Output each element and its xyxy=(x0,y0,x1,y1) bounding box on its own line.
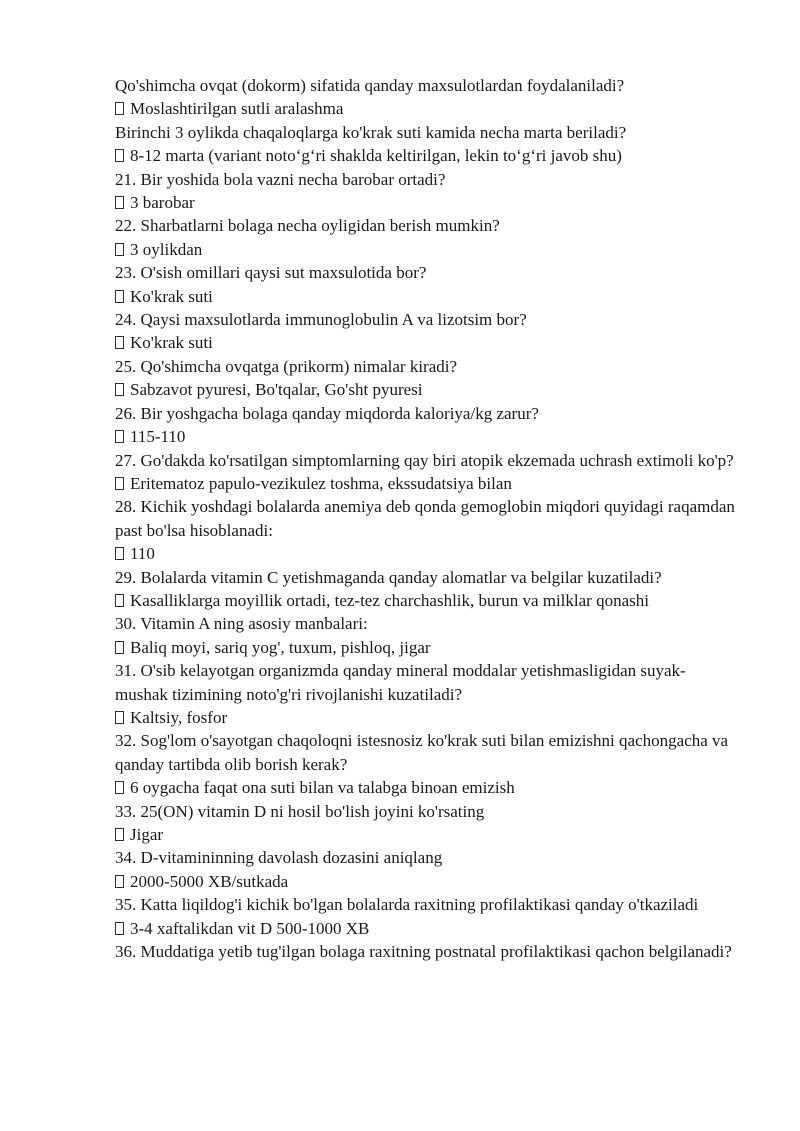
question-text xyxy=(115,121,735,144)
answer-label: 8-12 marta (variant noto‘g‘ri shaklda keltirilgan, lekin to‘g‘ri javob shu) xyxy=(130,146,622,166)
question-label: 33. 25(ON) vitamin D ni hosil bo'lish joyini ko'rsating xyxy=(115,801,485,821)
missing-glyph-icon xyxy=(115,711,124,724)
question-text xyxy=(115,846,735,869)
question-label: 22. Sharbatlarni bolaga necha oyligidan berish mumkin? xyxy=(115,216,500,236)
answer-label: 6 oygacha faqat ona suti bilan va talabga binoan emizish xyxy=(130,778,515,798)
missing-glyph-icon xyxy=(115,547,124,560)
question-label: Qo'shimcha ovqat (dokorm) sifatida qanday maxsulotlardan foydalaniladi? xyxy=(115,76,625,95)
answer-label: 2000-5000 XB/sutkada xyxy=(130,871,289,891)
missing-glyph-icon xyxy=(115,102,124,115)
answer-label: Kasalliklarga moyillik ortadi, tez-tez charchashlik, burun va milklar qonashi xyxy=(130,590,649,610)
answer-label: Ko'krak suti xyxy=(130,286,213,306)
question-label: 35. Katta liqildog'i kichik bo'lgan bolalarda raxitning profilaktikasi qanday o'tkaziladi xyxy=(115,895,699,915)
missing-glyph-icon xyxy=(115,430,124,443)
answer-line xyxy=(115,191,735,214)
question-label: 28. Kichik yoshdagi bolalarda anemiya deb qonda gemoglobin miqdori quyidagi raqamdan past bo'lsa hisoblanadi: xyxy=(115,497,735,540)
question-text xyxy=(115,893,735,916)
answer-line xyxy=(115,706,735,729)
question-text xyxy=(115,355,735,378)
question-label: 21. Bir yoshida bola vazni necha barobar ortadi? xyxy=(115,169,446,189)
missing-glyph-icon xyxy=(115,922,124,935)
question-text xyxy=(115,612,735,635)
question-text xyxy=(115,261,735,284)
missing-glyph-icon xyxy=(115,383,124,396)
answer-line xyxy=(115,472,735,495)
missing-glyph-icon xyxy=(115,243,124,256)
answer-line xyxy=(115,542,735,565)
question-text xyxy=(115,214,735,237)
answer-label: Eritematoz papulo-vezikulez toshma, ekssudatsiya bilan xyxy=(130,473,512,493)
missing-glyph-icon xyxy=(115,828,124,841)
question-label: 27. Go'dakda ko'rsatilgan simptomlarning qay biri atopik ekzemada uchrash extimoli ko'p? xyxy=(115,450,734,470)
answer-line xyxy=(115,823,735,846)
question-label: 31. O'sib kelayotgan organizmda qanday mineral moddalar yetishmasligidan suyak-mushak tizimining noto'g'ri rivojlanishi kuzatiladi? xyxy=(115,661,686,704)
question-text xyxy=(115,308,735,331)
answer-label: Sabzavot pyuresi, Bo'tqalar, Go'sht pyuresi xyxy=(130,380,423,400)
question-text xyxy=(115,940,735,963)
question-text xyxy=(115,168,735,191)
answer-label: 3 barobar xyxy=(130,193,195,213)
answer-label: 110 xyxy=(130,544,155,564)
missing-glyph-icon xyxy=(115,594,124,607)
missing-glyph-icon xyxy=(115,477,124,490)
question-label: 32. Sog'lom o'sayotgan chaqoloqni istesnosiz ko'krak suti bilan emizishni qachongacha va qanday tartibda olib borish kerak? xyxy=(115,731,729,774)
missing-glyph-icon xyxy=(115,290,124,303)
answer-label: 3-4 xaftalikdan vit D 500-1000 XB xyxy=(130,918,370,938)
question-text xyxy=(115,495,735,542)
missing-glyph-icon xyxy=(115,196,124,209)
answer-label: 115-110 xyxy=(130,427,186,447)
answer-line xyxy=(115,285,735,308)
question-label: 24. Qaysi maxsulotlarda immunoglobulin A va lizotsim bor? xyxy=(115,310,527,330)
answer-label: 3 oylikdan xyxy=(130,239,203,259)
question-text xyxy=(115,800,735,823)
missing-glyph-icon xyxy=(115,875,124,888)
question-text xyxy=(115,74,735,97)
answer-label: Baliq moyi, sariq yog', tuxum, pishloq, jigar xyxy=(130,637,431,657)
question-text xyxy=(115,402,735,425)
question-label: 25. Qo'shimcha ovqatga (prikorm) nimalar kiradi? xyxy=(115,356,458,376)
answer-line xyxy=(115,97,735,120)
answer-label: Jigar xyxy=(130,825,164,844)
question-text xyxy=(115,449,735,472)
document-page xyxy=(115,74,735,963)
question-label: 34. D-vitamininning davolash dozasini aniqlang xyxy=(115,848,443,868)
question-label: 36. Muddatiga yetib tug'ilgan bolaga raxitning postnatal profilaktikasi qachon belgilanadi? xyxy=(115,942,732,962)
answer-line xyxy=(115,917,735,940)
question-label: 23. O'sish omillari qaysi sut maxsulotida bor? xyxy=(115,263,427,283)
missing-glyph-icon xyxy=(115,336,124,349)
answer-line xyxy=(115,331,735,354)
answer-line xyxy=(115,776,735,799)
question-label: 29. Bolalarda vitamin C yetishmaganda qanday alomatlar va belgilar kuzatiladi? xyxy=(115,567,662,587)
answer-label: Moslashtirilgan sutli aralashma xyxy=(130,99,344,119)
missing-glyph-icon xyxy=(115,149,124,162)
answer-line xyxy=(115,636,735,659)
answer-label: Kaltsiy, fosfor xyxy=(130,707,228,727)
question-text xyxy=(115,659,735,706)
answer-line xyxy=(115,378,735,401)
answer-line xyxy=(115,589,735,612)
question-label: Birinchi 3 oylikda chaqaloqlarga ko'krak suti kamida necha marta beriladi? xyxy=(115,122,627,142)
answer-line xyxy=(115,870,735,893)
question-label: 26. Bir yoshgacha bolaga qanday miqdorda kaloriya/kg zarur? xyxy=(115,403,539,423)
missing-glyph-icon xyxy=(115,781,124,794)
answer-label: Ko'krak suti xyxy=(130,333,213,353)
question-text xyxy=(115,729,735,776)
answer-line xyxy=(115,144,735,167)
question-label: 30. Vitamin A ning asosiy manbalari: xyxy=(115,614,368,634)
question-text xyxy=(115,566,735,589)
answer-line xyxy=(115,238,735,261)
answer-line xyxy=(115,425,735,448)
missing-glyph-icon xyxy=(115,641,124,654)
